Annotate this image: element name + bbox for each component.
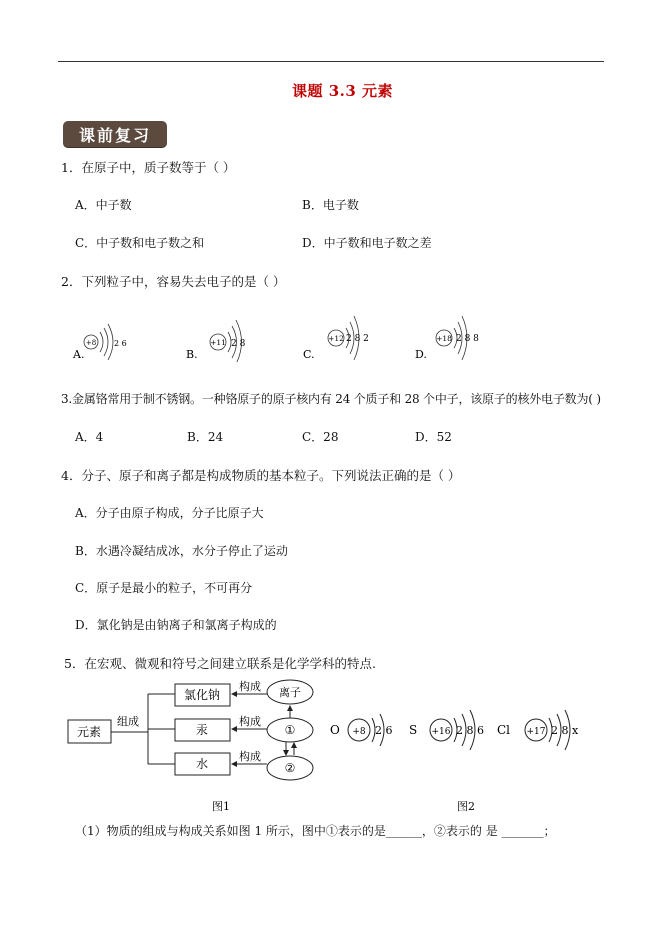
question-5-part-1: （1）物质的组成与构成关系如图 1 所示，图中①表示的是______，②表示的 是 _______；	[75, 824, 556, 838]
atom-symbol-cl: Cl	[497, 723, 511, 737]
nucleus-charge: +18	[436, 334, 452, 343]
atom-symbol-o: O	[330, 723, 340, 737]
nucleus-charge-o: +8	[352, 727, 366, 737]
substance-label-3: 水	[195, 757, 209, 771]
question-1-option-d[interactable]: D．中子数和电子数之差	[302, 236, 432, 250]
nucleus-charge: +11	[210, 338, 226, 347]
question-2-stem: 2．下列粒子中，容易失去电子的是（ ）	[61, 274, 286, 289]
figure-2-caption: 图2	[457, 800, 475, 813]
question-5-figures	[60, 672, 600, 817]
particle-label-3: ②	[284, 761, 296, 775]
question-5-stem: 5．在宏观、微观和符号之间建立联系是化学学科的特点.	[64, 656, 376, 671]
question-1-option-c[interactable]: C．中子数和电子数之和	[75, 236, 205, 250]
question-4-stem: 4．分子、原子和离子都是构成物质的基本粒子。下列说法正确的是（ ）	[61, 468, 461, 483]
electron-counts-o: 2 6	[375, 724, 393, 737]
figure-1-caption: 图1	[212, 800, 230, 813]
substance-label-1: 氯化钠	[183, 688, 221, 702]
electron-counts: 2 8 8	[456, 334, 479, 344]
nucleus-charge: +8	[85, 339, 97, 347]
constitutes-label-2: 构成	[239, 715, 261, 728]
nucleus-charge: +12	[328, 334, 344, 343]
question-1-option-a[interactable]: A．中子数	[75, 198, 132, 212]
element-label: 元素	[76, 725, 102, 739]
electron-counts-cl: 2 8 x	[551, 724, 579, 737]
section-badge	[63, 121, 167, 147]
question-3-option-a[interactable]: A．4	[75, 430, 104, 444]
constitutes-label-1: 构成	[239, 680, 261, 693]
constitutes-label-3: 构成	[239, 750, 261, 763]
question-2-option-d[interactable]	[412, 312, 492, 362]
question-2-option-a[interactable]	[70, 312, 140, 362]
section-badge-label: 课前复习	[78, 126, 151, 145]
nucleus-charge-s: +16	[431, 727, 451, 737]
composed-label: 组成	[117, 715, 139, 728]
electron-counts: 2 8	[231, 339, 246, 349]
question-2-option-b[interactable]	[183, 312, 263, 362]
option-label: B.	[186, 348, 198, 361]
electron-counts: 2 6	[114, 339, 127, 348]
header-rule	[58, 61, 604, 62]
question-4-option-b[interactable]: B．水遇冷凝结成冰，水分子停止了运动	[75, 544, 288, 558]
particle-label-2: ①	[284, 723, 296, 737]
option-label: A.	[73, 348, 85, 361]
nucleus-charge-cl: +17	[526, 727, 546, 737]
question-4-option-d[interactable]: D．氯化钠是由钠离子和氯离子构成的	[75, 618, 277, 632]
question-3-option-b[interactable]: B．24	[187, 430, 224, 444]
question-3-option-d[interactable]: D．52	[415, 430, 452, 444]
electron-counts-s: 2 8 6	[456, 724, 484, 737]
question-4-option-c[interactable]: C．原子是最小的粒子，不可再分	[75, 581, 253, 595]
electron-counts: 2 8 2	[346, 334, 369, 344]
option-label: D.	[415, 348, 427, 361]
question-4-option-a[interactable]: A．分子由原子构成，分子比原子大	[75, 506, 264, 520]
option-label: C.	[303, 348, 315, 361]
substance-label-2: 汞	[195, 723, 209, 737]
question-3-option-c[interactable]: C．28	[302, 430, 339, 444]
question-2-option-c[interactable]	[300, 312, 380, 362]
electron-shell-arcs	[100, 324, 113, 360]
atom-symbol-s: S	[409, 723, 418, 737]
question-1-stem: 1．在原子中，质子数等于（ ）	[61, 160, 236, 175]
question-3-stem: 3.金属铬常用于制不锈钢。一种铬原子的原子核内有 24 个质子和 28 个中子，该原子的核外电子数为( )	[61, 392, 601, 406]
particle-label-1: 离子	[279, 686, 301, 699]
question-1-option-b[interactable]: B．电子数	[302, 198, 359, 212]
page-title: 课题 3.3 元素	[292, 82, 394, 100]
